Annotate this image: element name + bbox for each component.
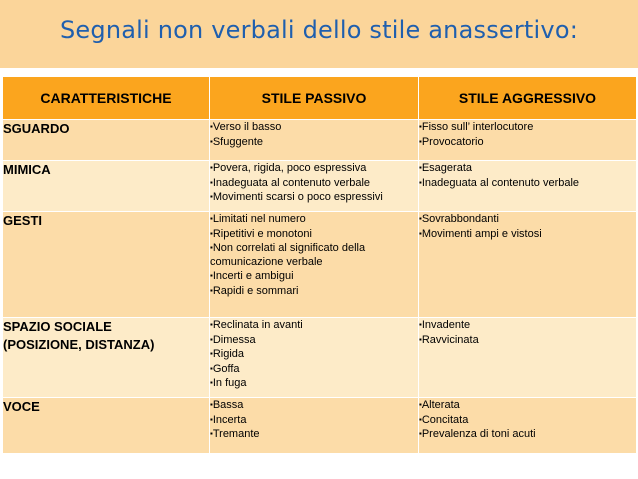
bullet-text: Rigida	[212, 348, 245, 361]
bullet-item	[210, 212, 418, 227]
square-bullet-icon: ▪	[419, 214, 422, 223]
bullet-text: Tremante	[212, 428, 260, 441]
square-bullet-icon: ▪	[210, 414, 213, 424]
row-label-line: SGUARDO	[3, 121, 70, 136]
bullet-item	[210, 333, 418, 348]
square-bullet-icon: ▪	[419, 334, 422, 344]
row-label	[3, 398, 210, 454]
bullet-text: Dimessa	[212, 333, 256, 346]
row-label	[3, 212, 210, 318]
table-row	[3, 120, 637, 161]
bullet-text: Limitati nel numero	[212, 213, 306, 225]
bullet-text: Fisso sull’ interlocutore	[421, 121, 534, 133]
row-label-line: MIMICA	[3, 162, 51, 177]
table-body	[3, 120, 637, 454]
bullet-item	[210, 161, 418, 176]
bullet-text: Invadente	[421, 319, 471, 331]
header-stile-aggressivo: STILE AGGRESSIVO	[419, 77, 637, 120]
square-bullet-icon: ▪	[419, 228, 422, 238]
square-bullet-icon: ▪	[419, 177, 422, 187]
square-bullet-icon: ▪	[210, 122, 213, 131]
bullet-text: Ravvicinata	[421, 333, 479, 346]
row-label	[3, 161, 210, 212]
square-bullet-icon: ▪	[210, 429, 213, 439]
table-row	[3, 318, 637, 398]
bullet-item	[419, 212, 636, 227]
square-bullet-icon: ▪	[210, 214, 213, 223]
bullet-item	[210, 398, 418, 413]
square-bullet-icon: ▪	[210, 163, 213, 172]
square-bullet-icon: ▪	[419, 400, 422, 409]
row-label-line: VOCE	[3, 399, 40, 414]
row-label-line: SPAZIO SOCIALE	[3, 319, 112, 334]
square-bullet-icon: ▪	[419, 414, 422, 424]
square-bullet-icon: ▪	[210, 320, 213, 329]
header-row	[3, 77, 637, 120]
header-stile-passivo: STILE PASSIVO	[210, 77, 419, 120]
bullet-item	[419, 398, 636, 413]
square-bullet-icon: ▪	[210, 177, 213, 187]
bullet-item	[419, 161, 636, 176]
bullet-text: Incerti e ambigui	[212, 270, 294, 283]
bullet-item	[419, 227, 636, 242]
bullet-text: Esagerata	[421, 162, 472, 174]
bullet-item	[419, 318, 636, 333]
bullet-item	[419, 427, 636, 442]
bullet-text: Sovrabbondanti	[421, 213, 499, 225]
square-bullet-icon: ▪	[210, 228, 213, 238]
cell-passivo	[210, 120, 419, 161]
bullet-text: Rapidi e sommari	[212, 284, 299, 297]
bullet-item	[210, 427, 418, 442]
square-bullet-icon: ▪	[210, 378, 213, 388]
square-bullet-icon: ▪	[210, 334, 213, 344]
bullet-text: Alterata	[421, 399, 460, 411]
bullet-item	[210, 227, 418, 242]
bullet-text: Goffa	[212, 362, 240, 375]
square-bullet-icon: ▪	[210, 363, 213, 373]
bullet-text: Concitata	[421, 413, 469, 426]
row-label	[3, 318, 210, 398]
bullet-item	[210, 413, 418, 428]
square-bullet-icon: ▪	[210, 400, 213, 409]
cell-passivo	[210, 212, 419, 318]
bullet-item	[419, 413, 636, 428]
cell-aggressivo	[419, 120, 637, 161]
square-bullet-icon: ▪	[210, 243, 213, 253]
bullet-text: Movimenti ampi e vistosi	[421, 227, 542, 240]
bullet-item	[210, 362, 418, 377]
bullet-text: Inadeguata al contenuto verbale	[421, 176, 580, 189]
bullet-item	[210, 190, 418, 205]
header-caratteristiche: CARATTERISTICHE	[3, 77, 210, 120]
bullet-text: Inadeguata al contenuto verbale	[212, 176, 371, 189]
row-label-line: GESTI	[3, 213, 43, 228]
square-bullet-icon: ▪	[419, 429, 422, 439]
cell-passivo	[210, 318, 419, 398]
row-label-line: (POSIZIONE, DISTANZA)	[3, 337, 155, 352]
bullet-item	[210, 269, 418, 284]
square-bullet-icon: ▪	[210, 285, 213, 295]
bullet-text: Povera, rigida, poco espressiva	[212, 162, 367, 174]
square-bullet-icon: ▪	[419, 163, 422, 172]
bullet-item	[419, 120, 636, 135]
bullet-text: Sfuggente	[212, 135, 263, 148]
bullet-item	[419, 176, 636, 191]
bullet-item	[419, 333, 636, 348]
square-bullet-icon: ▪	[210, 136, 213, 146]
bullet-item	[210, 241, 418, 256]
row-label	[3, 120, 210, 161]
square-bullet-icon: ▪	[210, 271, 213, 281]
bullet-text: Ripetitivi e monotoni	[212, 227, 312, 240]
table-row	[3, 212, 637, 318]
slide-title: Segnali non verbali dello stile anassertivo:	[59, 16, 578, 44]
bullet-item	[210, 284, 418, 299]
square-bullet-icon: ▪	[419, 122, 422, 131]
bullet-text: Non correlati al significato della	[212, 242, 366, 255]
bullet-text: Bassa	[212, 399, 244, 411]
bullet-text-continuation: comunicazione verbale	[210, 255, 323, 268]
square-bullet-icon: ▪	[210, 349, 213, 359]
cell-aggressivo	[419, 398, 637, 454]
bullet-item	[419, 135, 636, 150]
bullet-item	[210, 135, 418, 150]
bullet-text: Prevalenza di toni acuti	[421, 428, 536, 441]
table-row	[3, 398, 637, 454]
square-bullet-icon: ▪	[210, 192, 213, 202]
square-bullet-icon: ▪	[419, 136, 422, 146]
cell-aggressivo	[419, 212, 637, 318]
bullet-item	[210, 318, 418, 333]
title-bar	[0, 0, 638, 68]
bullet-item	[210, 347, 418, 362]
bullet-item	[210, 176, 418, 191]
bullet-item	[210, 376, 418, 391]
bullet-text: Provocatorio	[421, 135, 484, 148]
bullet-text: Incerta	[212, 413, 247, 426]
bullet-text: Reclinata in avanti	[212, 319, 303, 331]
bullet-text: In fuga	[212, 377, 247, 390]
bullet-item	[210, 120, 418, 135]
table-row	[3, 161, 637, 212]
bullet-text: Verso il basso	[212, 121, 282, 133]
cell-aggressivo	[419, 161, 637, 212]
cell-passivo	[210, 398, 419, 454]
cell-passivo	[210, 161, 419, 212]
square-bullet-icon: ▪	[419, 320, 422, 329]
bullet-text: Movimenti scarsi o poco espressivi	[212, 191, 383, 204]
cell-aggressivo	[419, 318, 637, 398]
comparison-table	[2, 76, 637, 454]
